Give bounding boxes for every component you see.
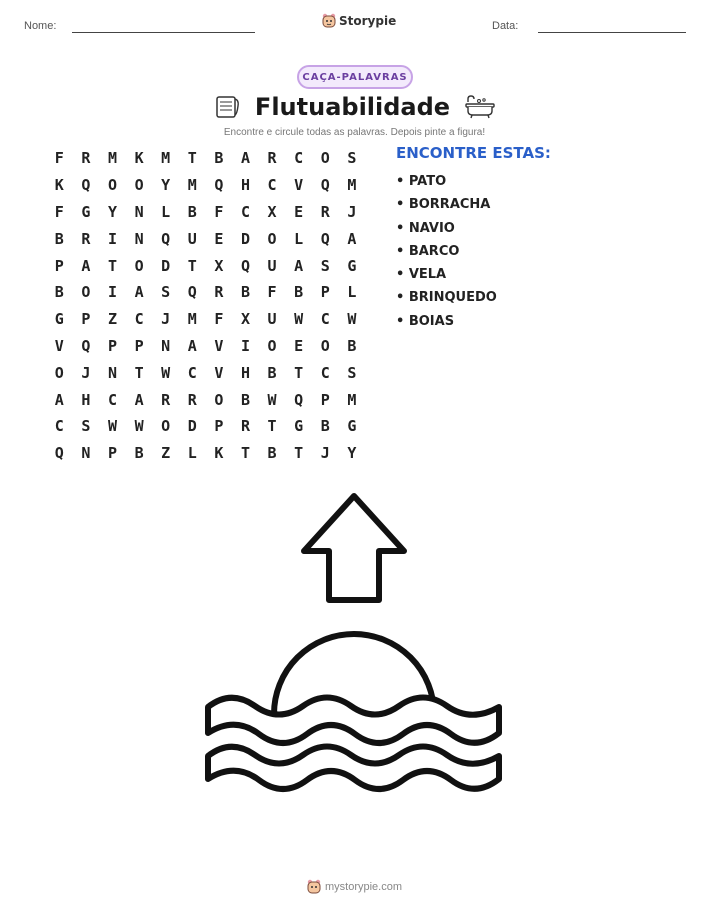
grid-cell[interactable]: N [81, 444, 91, 463]
grid-cell[interactable]: X [267, 202, 277, 221]
grid-cell[interactable]: C [267, 176, 277, 195]
grid-cell[interactable]: R [81, 229, 91, 248]
grid-cell[interactable]: T [107, 256, 117, 275]
grid-cell[interactable]: E [294, 202, 304, 221]
grid-cell[interactable]: O [320, 149, 330, 168]
grid-cell[interactable]: O [267, 336, 277, 355]
grid-cell[interactable]: M [107, 149, 117, 168]
word-list-item: • NAVIO [396, 220, 455, 236]
grid-cell[interactable]: T [240, 444, 250, 463]
grid-cell[interactable]: P [320, 283, 330, 302]
grid-cell[interactable]: S [81, 417, 91, 436]
grid-cell[interactable]: S [161, 283, 171, 302]
grid-row [46, 225, 365, 252]
grid-cell[interactable]: A [81, 256, 91, 275]
grid-row [46, 359, 365, 386]
grid-cell[interactable]: B [54, 283, 64, 302]
grid-cell[interactable]: R [81, 149, 91, 168]
grid-cell[interactable]: T [294, 363, 304, 382]
name-label: Nome: [24, 20, 57, 32]
grid-cell[interactable]: Z [161, 444, 171, 463]
word-list-item: • BARCO [396, 243, 460, 259]
buoyancy-figure [200, 488, 510, 808]
grid-cell[interactable]: O [134, 256, 144, 275]
title-row [0, 89, 709, 125]
grid-cell[interactable]: B [294, 283, 304, 302]
grid-cell[interactable]: P [81, 310, 91, 329]
footer-site: mystorypie.com [324, 881, 403, 893]
grid-cell[interactable]: Q [54, 444, 64, 463]
grid-cell[interactable]: A [134, 283, 144, 302]
grid-cell[interactable]: M [161, 149, 171, 168]
grid-cell[interactable]: A [294, 256, 304, 275]
grid-cell[interactable]: X [240, 310, 250, 329]
grid-row [46, 306, 365, 333]
grid-cell[interactable]: G [54, 310, 64, 329]
grid-cell[interactable]: G [81, 202, 91, 221]
word-list-item: • VELA [396, 267, 447, 283]
grid-cell[interactable]: B [54, 229, 64, 248]
grid-cell[interactable]: B [267, 444, 277, 463]
grid-cell[interactable]: C [320, 363, 330, 382]
grid-cell[interactable]: K [54, 176, 64, 195]
grid-cell[interactable]: C [320, 310, 330, 329]
grid-cell[interactable]: B [320, 417, 330, 436]
grid-cell[interactable]: V [54, 336, 64, 355]
grid-cell[interactable]: O [267, 229, 277, 248]
name-line [72, 32, 255, 33]
grid-cell[interactable]: J [161, 310, 171, 329]
grid-cell[interactable]: Q [214, 176, 224, 195]
grid-cell[interactable]: Q [81, 176, 91, 195]
grid-cell[interactable]: B [134, 444, 144, 463]
grid-cell[interactable]: C [294, 149, 304, 168]
grid-cell[interactable]: M [187, 176, 197, 195]
grid-cell[interactable]: A [134, 390, 144, 409]
grid-cell[interactable]: X [214, 256, 224, 275]
grid-cell[interactable]: Q [81, 336, 91, 355]
grid-cell[interactable]: C [240, 202, 250, 221]
grid-cell[interactable]: R [267, 149, 277, 168]
grid-cell[interactable]: J [81, 363, 91, 382]
grid-cell[interactable]: M [347, 176, 357, 195]
grid-cell[interactable]: B [214, 149, 224, 168]
grid-cell[interactable]: C [134, 310, 144, 329]
grid-cell[interactable]: I [107, 283, 117, 302]
grid-cell[interactable]: D [187, 417, 197, 436]
grid-cell[interactable]: W [161, 363, 171, 382]
brand-name: Storypie [339, 14, 397, 28]
grid-row [46, 440, 365, 467]
grid-cell[interactable]: B [347, 336, 357, 355]
grid-cell[interactable]: Q [161, 229, 171, 248]
grid-cell[interactable]: C [187, 363, 197, 382]
grid-cell[interactable]: T [267, 417, 277, 436]
grid-cell[interactable]: Y [347, 444, 357, 463]
grid-cell[interactable]: D [240, 229, 250, 248]
date-label: Data: [492, 20, 519, 32]
puzzle-type-badge: CAÇA-PALAVRAS [297, 65, 413, 89]
word-list-item: • BORRACHA [396, 197, 491, 213]
up-arrow-shape [304, 496, 404, 600]
grid-cell[interactable]: C [54, 417, 64, 436]
grid-cell[interactable]: D [161, 256, 171, 275]
grid-cell[interactable]: O [134, 176, 144, 195]
grid-cell[interactable]: F [214, 202, 224, 221]
grid-cell[interactable]: G [347, 417, 357, 436]
grid-cell[interactable]: V [214, 336, 224, 355]
grid-cell[interactable]: F [54, 149, 64, 168]
grid-cell[interactable]: L [187, 444, 197, 463]
grid-cell[interactable]: U [267, 256, 277, 275]
footer [0, 879, 709, 895]
grid-cell[interactable]: P [54, 256, 64, 275]
wave-bottom-shape [208, 747, 499, 790]
grid-cell[interactable]: W [294, 310, 304, 329]
grid-row [46, 252, 365, 279]
grid-cell[interactable]: H [240, 363, 250, 382]
word-list [396, 170, 497, 333]
grid-row [46, 279, 365, 306]
grid-cell[interactable]: P [107, 444, 117, 463]
instructions: Encontre e circule todas as palavras. Depois pinte a figura! [223, 127, 486, 138]
grid-cell[interactable]: L [161, 202, 171, 221]
grid-cell[interactable]: L [294, 229, 304, 248]
word-search-grid [46, 145, 365, 467]
grid-cell[interactable]: N [161, 336, 171, 355]
storypie-logo-icon [307, 879, 321, 895]
grid-cell[interactable]: P [134, 336, 144, 355]
grid-cell[interactable]: O [320, 336, 330, 355]
grid-cell[interactable]: B [187, 202, 197, 221]
grid-cell[interactable]: U [267, 310, 277, 329]
grid-cell[interactable]: E [214, 229, 224, 248]
bathtub-icon [464, 94, 496, 120]
brand-logo [322, 13, 396, 29]
grid-cell[interactable]: S [347, 149, 357, 168]
grid-cell[interactable]: P [107, 336, 117, 355]
grid-cell[interactable]: Q [187, 283, 197, 302]
grid-cell[interactable]: Z [107, 310, 117, 329]
grid-cell[interactable]: O [81, 283, 91, 302]
grid-cell[interactable]: W [107, 417, 117, 436]
grid-cell[interactable]: H [240, 176, 250, 195]
word-list-item: • BRINQUEDO [396, 290, 497, 306]
grid-cell[interactable]: F [267, 283, 277, 302]
grid-cell[interactable]: W [267, 390, 277, 409]
grid-cell[interactable]: A [54, 390, 64, 409]
grid-cell[interactable]: Q [320, 229, 330, 248]
grid-cell[interactable]: G [294, 417, 304, 436]
grid-row [46, 413, 365, 440]
grid-cell[interactable]: R [214, 283, 224, 302]
grid-cell[interactable]: S [320, 256, 330, 275]
grid-cell[interactable]: J [347, 202, 357, 221]
grid-cell[interactable]: Y [107, 202, 117, 221]
grid-cell[interactable]: U [187, 229, 197, 248]
wave-top-shape [208, 698, 499, 744]
grid-cell[interactable]: S [347, 363, 357, 382]
grid-cell[interactable]: J [320, 444, 330, 463]
grid-cell[interactable]: T [134, 363, 144, 382]
grid-cell[interactable]: R [240, 417, 250, 436]
grid-cell[interactable]: O [161, 417, 171, 436]
grid-row [46, 199, 365, 226]
grid-cell[interactable]: R [320, 202, 330, 221]
grid-row [46, 145, 365, 172]
grid-cell[interactable]: W [347, 310, 357, 329]
grid-cell[interactable]: C [107, 390, 117, 409]
towel-icon [213, 94, 241, 120]
grid-cell[interactable]: H [81, 390, 91, 409]
grid-cell[interactable]: A [240, 149, 250, 168]
grid-cell[interactable]: N [134, 202, 144, 221]
grid-row [46, 386, 365, 413]
grid-cell[interactable]: O [54, 363, 64, 382]
grid-cell[interactable]: P [320, 390, 330, 409]
grid-cell[interactable]: T [294, 444, 304, 463]
grid-cell[interactable]: O [214, 390, 224, 409]
grid-cell[interactable]: I [240, 336, 250, 355]
grid-cell[interactable]: A [187, 336, 197, 355]
grid-cell[interactable]: V [214, 363, 224, 382]
grid-cell[interactable]: K [134, 149, 144, 168]
grid-cell[interactable]: R [161, 390, 171, 409]
grid-cell[interactable]: F [214, 310, 224, 329]
page-title: Flutuabilidade [254, 93, 451, 121]
grid-cell[interactable]: Q [320, 176, 330, 195]
grid-cell[interactable]: T [187, 256, 197, 275]
word-list-heading: ENCONTRE ESTAS: [396, 144, 551, 162]
grid-cell[interactable]: V [294, 176, 304, 195]
grid-cell[interactable]: M [347, 390, 357, 409]
grid-cell[interactable]: R [187, 390, 197, 409]
grid-row [46, 333, 365, 360]
word-list-item: • PATO [396, 174, 447, 189]
grid-cell[interactable]: N [134, 229, 144, 248]
grid-cell[interactable]: O [107, 176, 117, 195]
grid-cell[interactable]: Y [161, 176, 171, 195]
storypie-logo-icon [322, 13, 336, 29]
grid-row [46, 172, 365, 199]
grid-cell[interactable]: Q [294, 390, 304, 409]
date-line [538, 32, 686, 33]
grid-cell[interactable]: B [267, 363, 277, 382]
grid-cell[interactable]: G [347, 256, 357, 275]
grid-cell[interactable]: E [294, 336, 304, 355]
grid-cell[interactable]: K [214, 444, 224, 463]
grid-cell[interactable]: I [107, 229, 117, 248]
grid-cell[interactable]: P [214, 417, 224, 436]
grid-cell[interactable]: N [107, 363, 117, 382]
grid-cell[interactable]: M [187, 310, 197, 329]
grid-cell[interactable]: Q [240, 256, 250, 275]
grid-cell[interactable]: A [347, 229, 357, 248]
word-list-item: • BOIAS [396, 313, 455, 329]
grid-cell[interactable]: T [187, 149, 197, 168]
grid-cell[interactable]: B [240, 283, 250, 302]
grid-cell[interactable]: L [347, 283, 357, 302]
grid-cell[interactable]: F [54, 202, 64, 221]
grid-cell[interactable]: W [134, 417, 144, 436]
grid-cell[interactable]: B [240, 390, 250, 409]
